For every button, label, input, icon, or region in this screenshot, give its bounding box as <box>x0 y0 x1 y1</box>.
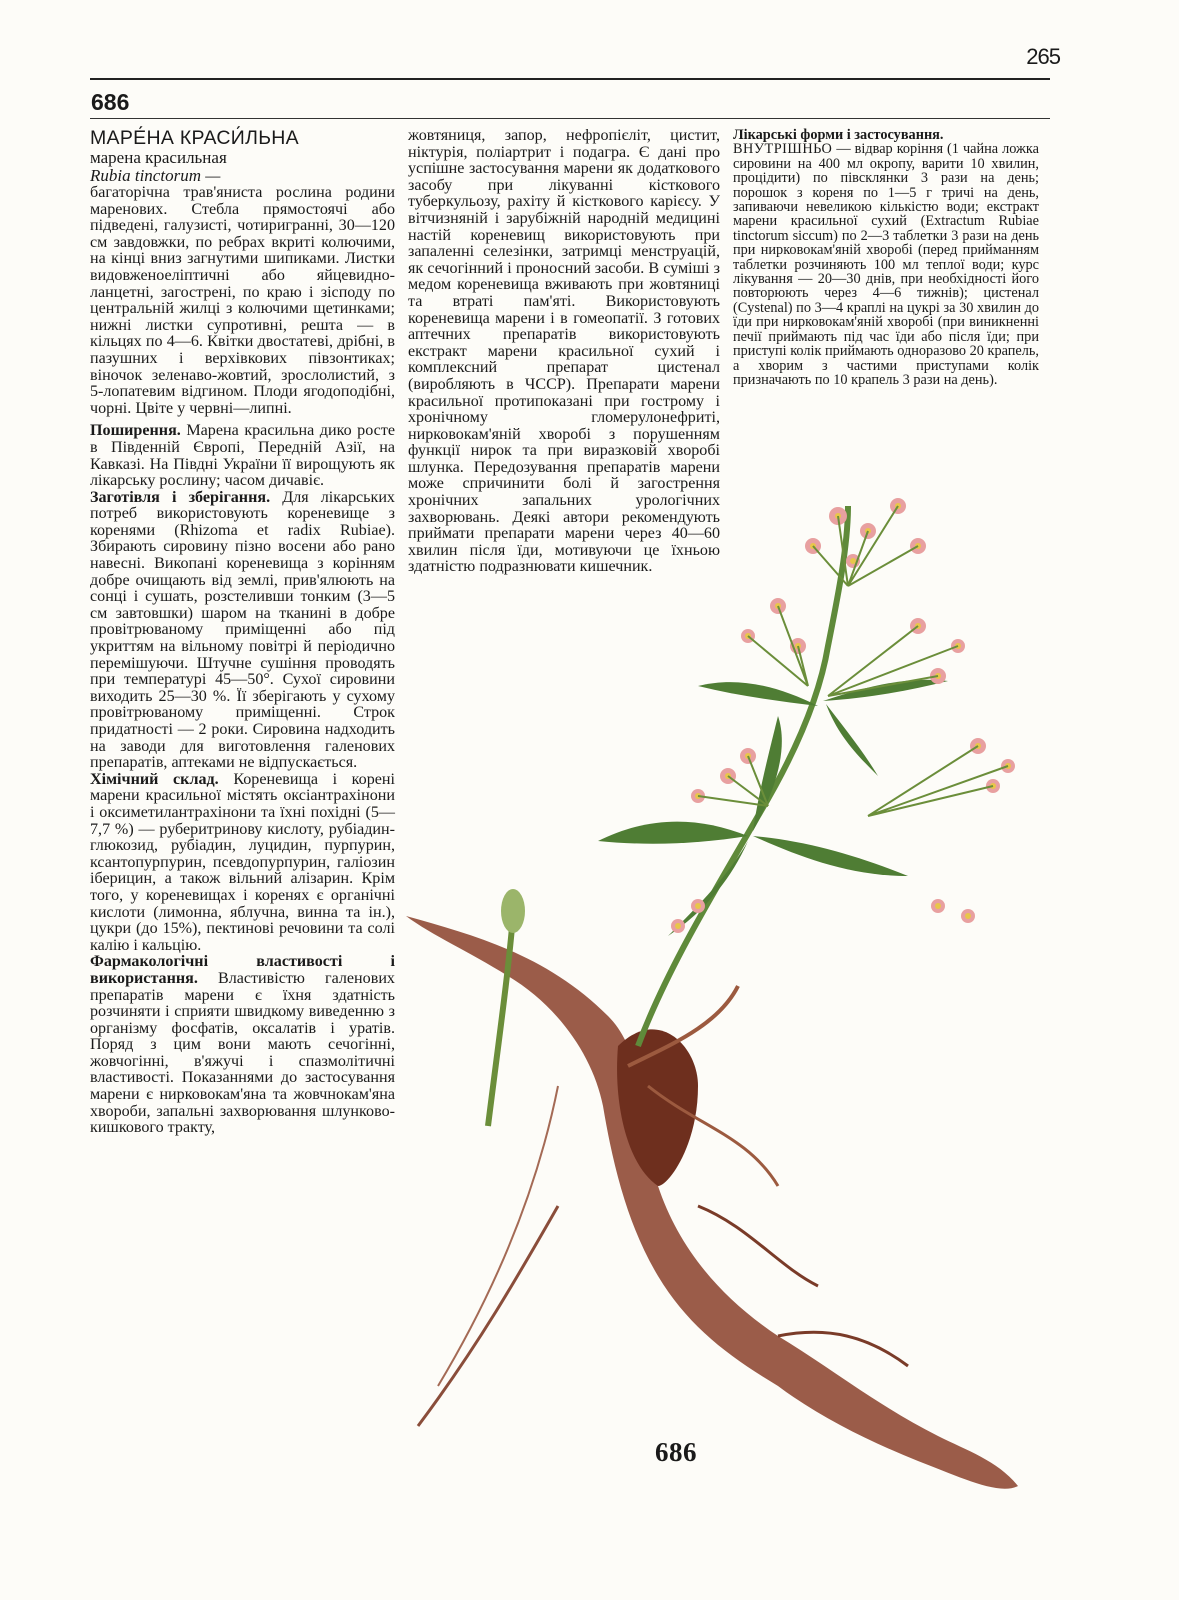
page-number: 265 <box>1026 44 1060 69</box>
entry-rule <box>90 118 1050 119</box>
main-stem <box>638 506 848 1046</box>
chemistry-section <box>90 772 395 955</box>
harvest-section <box>90 490 395 772</box>
harvest-text: Для лікарських потреб використовують кореневище з коренями (Rhizoma et radix Rubiae). Збирають сировину пізно восени або рано навесні. Викопані кореневища з корінням добре очищають від землі, прив'ялюють на сонці і сушать, розстеливши тонким (3—5 см завтовшки) шаром на тканині в добре провітрюваному приміщенні або під укриттям на вільному повітрі й періодично перемішуючи. Штучне сушіння проводять при температурі 45—50°. Сухої сировини виходить 25—30 %. Її зберігають у сухому провітрюваному приміщенні. Строк придатності — 2 роки. Сировина надходить на заводи для виготовлення галенових препаратів, аптеками не відпускається. <box>90 488 395 772</box>
pharma-text-part2: жовтяниця, запор, нефропієліт, цистит, ніктурія, поліартрит і подагра. Є дані про успішне застосування марени як додаткового засобу при лікуванні кісткового туберкульозу, рахіту й кісткового карієсу. У вітчизняній і зарубіжній народній медицині настій кореневищ використовують при запаленні селезінки, затримці менструацій, як сечогінний і проносний засоби. В суміші з медом кореневища вживають при жовтяниці та втраті пам'яті. Використовують кореневища марени і в гомеопатії. З готових аптечних препаратів використовують екстракт марени красильної сухий і комплексний препарат цистенал (виробляють в ЧССР). Препарати марени красильної протипоказані при гострому і хронічному гломерулонефриті, нирковокам'яній хворобі з порушенням функції нирок та при виразковій хворобі шлунка. Передозування препаратів марени може спричинити болі й загострення хронічних запальних урологічних захворювань. Деякі автори рекомендують приймати препарати марени через 40—60 хвилин після їди, мотивуючи це їхньою здатністю подразнювати кишечник. <box>408 127 720 576</box>
distribution-heading: Поширення. <box>90 422 181 440</box>
plate-number: 686 <box>655 1437 697 1467</box>
young-shoot <box>488 889 525 1126</box>
forms-heading: Лікарські форми і застосування. <box>733 127 944 143</box>
root-illustration <box>406 916 1018 1489</box>
russian-name: марена красильная <box>90 148 227 167</box>
chemistry-text: Кореневища і корені марени красильної містять оксіантрахінони і оксиметилантрахінони та їхні похідні (5—7,7 %) — руберитринову кислоту, рубіадин-глюкозид, рубіадин, луцидин, пурпурин, ксантопурпурин, псевдопурпурин, галіозин іберицин, а також вільний алізарин. Крім того, у кореневищах і коренях є органічні кислоти (лимонна, яблучна, винна та ін.), цукри (до 15%), пектинові речовини та солі калію і кальцію. <box>90 770 395 954</box>
chemistry-heading: Хімічний склад. <box>90 770 219 788</box>
latin-name: Rubia tinctorum — <box>90 166 221 185</box>
leaf-whorls <box>598 680 948 936</box>
madder-plant-illustration <box>398 486 1048 1510</box>
pharma-section <box>90 954 395 1137</box>
distribution-section <box>90 423 395 489</box>
pharma-text-part1: Властивістю галенових препаратів марени є їхня здатність розчиняти і сприяти швидкому виведенню з організму фосфатів, оксалатів і уратів. Поряд з цим вони мають сечогінні, жовчогінні, в'яжучі і спазмолітичні властивості. Показаннями до застосування марени є нирковокам'яна та жовчнокам'яна хвороби, запальні захворювання шлунково-кишкового тракту, <box>90 969 395 1137</box>
entry-title: МАРЕ́НА КРАСИ́ЛЬНА <box>90 127 299 149</box>
entry-number: 686 <box>91 89 130 115</box>
forms-lead: ВНУТРІШНЬО <box>733 141 833 158</box>
harvest-heading: Заготівля і зберігання. <box>90 488 271 506</box>
column-1 <box>90 128 395 1137</box>
header-rule <box>90 78 1050 80</box>
forms-section <box>733 128 1039 387</box>
pharma-heading: Фармакологічні властивості і використання. <box>90 953 395 987</box>
column-3 <box>733 128 1039 387</box>
forms-text: — відвар коріння (1 чайна ложка сировини на 400 мл окропу, варити 10 хвилин, процідити) по півсклянки 3 рази на день; порошок з кореня по 1—5 г тричі на день, запиваючи невеликою кількістю води; екстракт марени красильної сухий (Extractum Rubiae tinctorum siccum) по 2—3 таблетки 3 рази на день при нирковокам'яній хворобі (перед прийманням таблетки розчиняють 100 мл теплої води; курс лікування — 20—30 днів, при необхідності його повторюють через 4—6 тижнів); цистенал (Cystenal) по 3—4 краплі на цукрі за 30 хвилин до їди при нирковокам'яній хворобі (при виникненні печії приймають під час їди або після їди; при приступі колік приймають одноразово 20 крапель, а хворим з частими приступами колік призначають по 10 крапель 3 рази на день). <box>733 141 1040 388</box>
distribution-text: Марена красильна дико росте в Південній Європі, Передній Азії, на Кавказі. На Півдні України її вирощують як лікарську рослину; часом дичавіє. <box>90 422 395 490</box>
description: багаторічна трав'яниста рослина родини маренових. Стебла прямостоячі або підведені, галузисті, чотиригранні, 30—120 см завдовжки, по ребрах вкриті колючими, на кінці вниз загнутими шипиками. Листки видовженоеліптичні або яйцевидно-ланцетні, загострені, по краю і зісподу по центральній жилці з колючими щетинками; нижні листки супротивні, решта — в кільцях по 4—6. Квітки двостатеві, дрібні, в пазушних і верхівкових півзонтиках; віночок зеленаво-жовтий, зрослолистий, з 5-лопатевим відгином. Плоди ягодоподібні, чорні. Цвіте у червні—липні. <box>90 184 395 417</box>
